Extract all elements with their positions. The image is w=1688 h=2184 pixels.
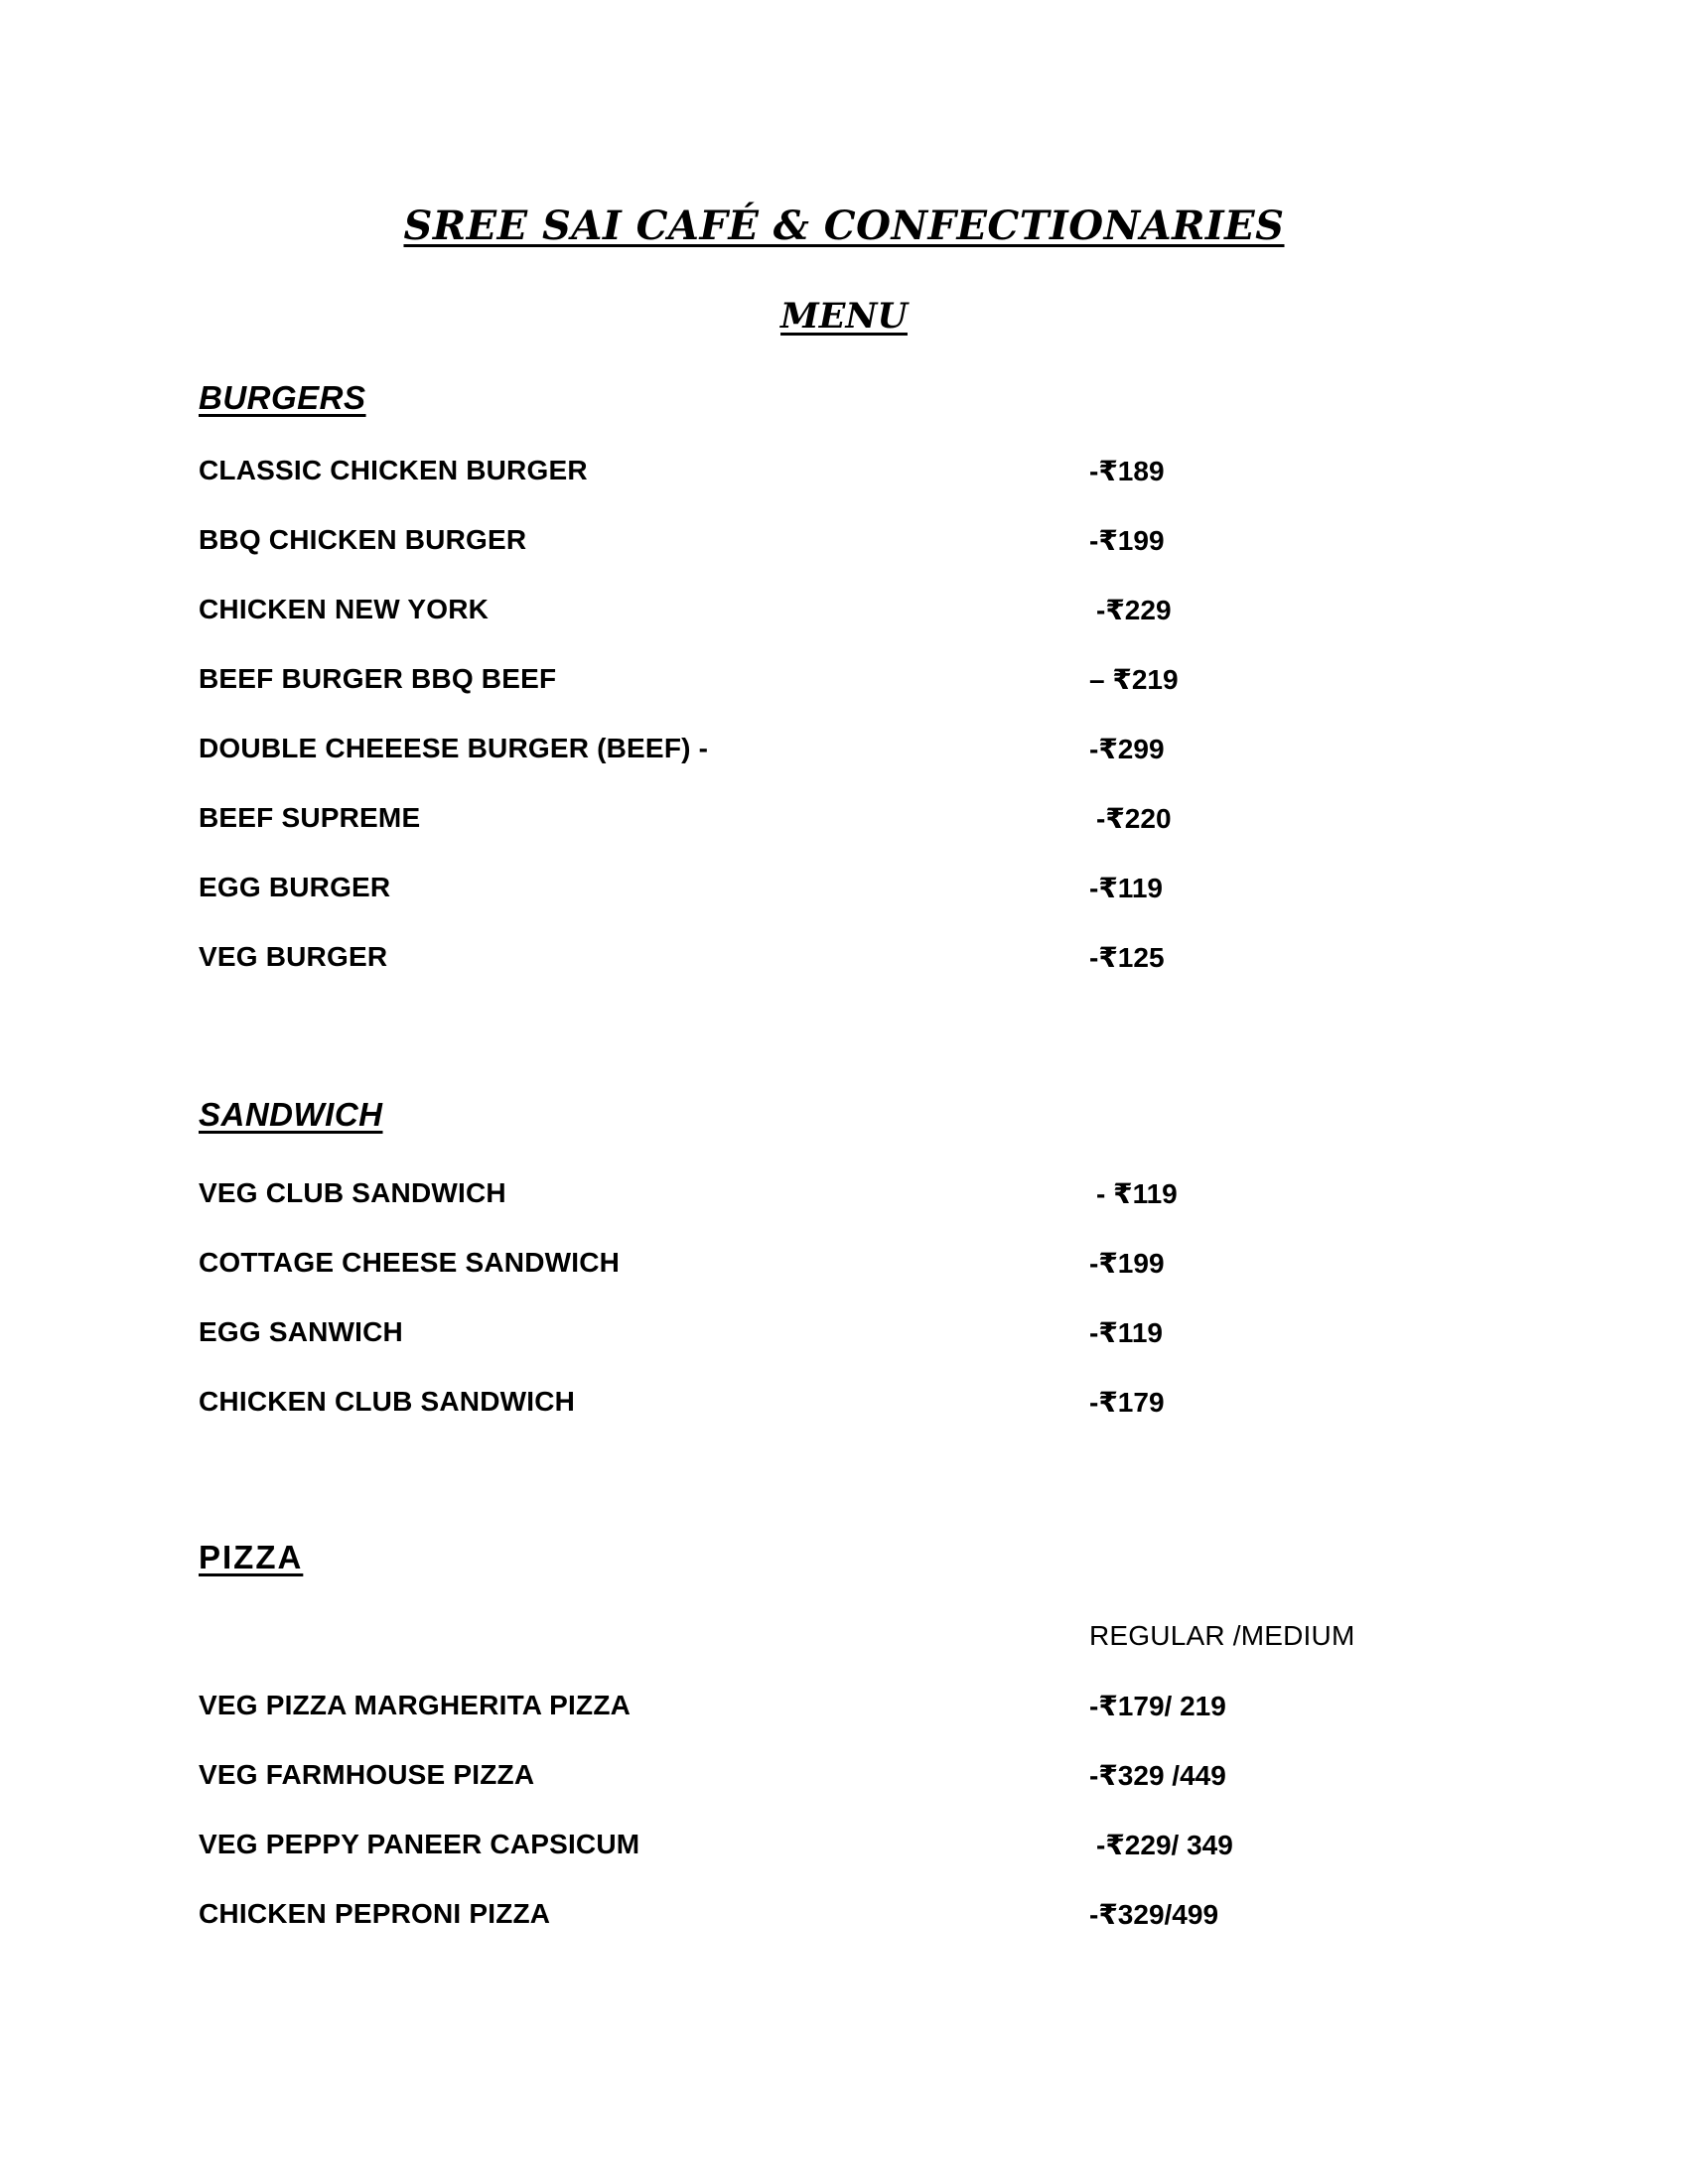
- menu-item-price: - ₹119: [1096, 1178, 1178, 1209]
- section-heading-burgers: BURGERS: [199, 379, 366, 416]
- restaurant-title: SREE SAI CAFÉ & CONFECTIONARIES: [403, 203, 1285, 249]
- menu-item-name: CHICKEN NEW YORK: [199, 594, 490, 624]
- size-column-header: REGULAR /MEDIUM: [1089, 1620, 1355, 1651]
- menu-item-name: CLASSIC CHICKEN BURGER: [199, 455, 588, 485]
- menu-item-name: CHICKEN CLUB SANDWICH: [199, 1386, 576, 1417]
- menu-item-price: -₹179/ 219: [1089, 1691, 1226, 1721]
- section-heading-sandwich: SANDWICH: [199, 1096, 383, 1133]
- menu-item-price: -₹199: [1089, 1248, 1165, 1279]
- menu-item-name: VEG BURGER: [199, 941, 388, 972]
- menu-item-price: -₹220: [1096, 803, 1172, 834]
- menu-item-name: BEEF BURGER BBQ BEEF: [199, 663, 557, 694]
- menu-item-name: BBQ CHICKEN BURGER: [199, 524, 527, 555]
- menu-item-name: CHICKEN PEPRONI PIZZA: [199, 1898, 551, 1929]
- menu-item-price: – ₹219: [1089, 664, 1179, 695]
- menu-item-price: -₹229: [1096, 595, 1172, 625]
- menu-item-name: COTTAGE CHEESE SANDWICH: [199, 1247, 621, 1278]
- section-heading-pizza: PIZZA: [199, 1539, 304, 1575]
- menu-item-name: EGG BURGER: [199, 872, 391, 902]
- menu-item-price: -₹299: [1089, 734, 1165, 764]
- menu-item-name: BEEF SUPREME: [199, 802, 421, 833]
- menu-item-price: -₹329 /449: [1089, 1760, 1226, 1791]
- menu-item-name: VEG PIZZA MARGHERITA PIZZA: [199, 1690, 632, 1720]
- menu-item-name: VEG PEPPY PANEER CAPSICUM: [199, 1829, 640, 1859]
- menu-item-price: -₹179: [1089, 1387, 1165, 1418]
- menu-item-price: -₹119: [1089, 1317, 1163, 1348]
- menu-item-price: -₹329/499: [1089, 1899, 1219, 1930]
- menu-item-name: DOUBLE CHEEESE BURGER (BEEF) -: [199, 733, 709, 763]
- menu-item-price: -₹189: [1089, 456, 1165, 486]
- menu-item-price: -₹229/ 349: [1096, 1830, 1233, 1860]
- menu-item-price: -₹125: [1089, 942, 1165, 973]
- menu-item-name: VEG FARMHOUSE PIZZA: [199, 1759, 535, 1790]
- menu-subtitle: MENU: [780, 296, 908, 337]
- menu-item-name: EGG SANWICH: [199, 1316, 403, 1347]
- menu-item-price: -₹199: [1089, 525, 1165, 556]
- menu-item-name: VEG CLUB SANDWICH: [199, 1177, 506, 1208]
- menu-item-price: -₹119: [1089, 873, 1163, 903]
